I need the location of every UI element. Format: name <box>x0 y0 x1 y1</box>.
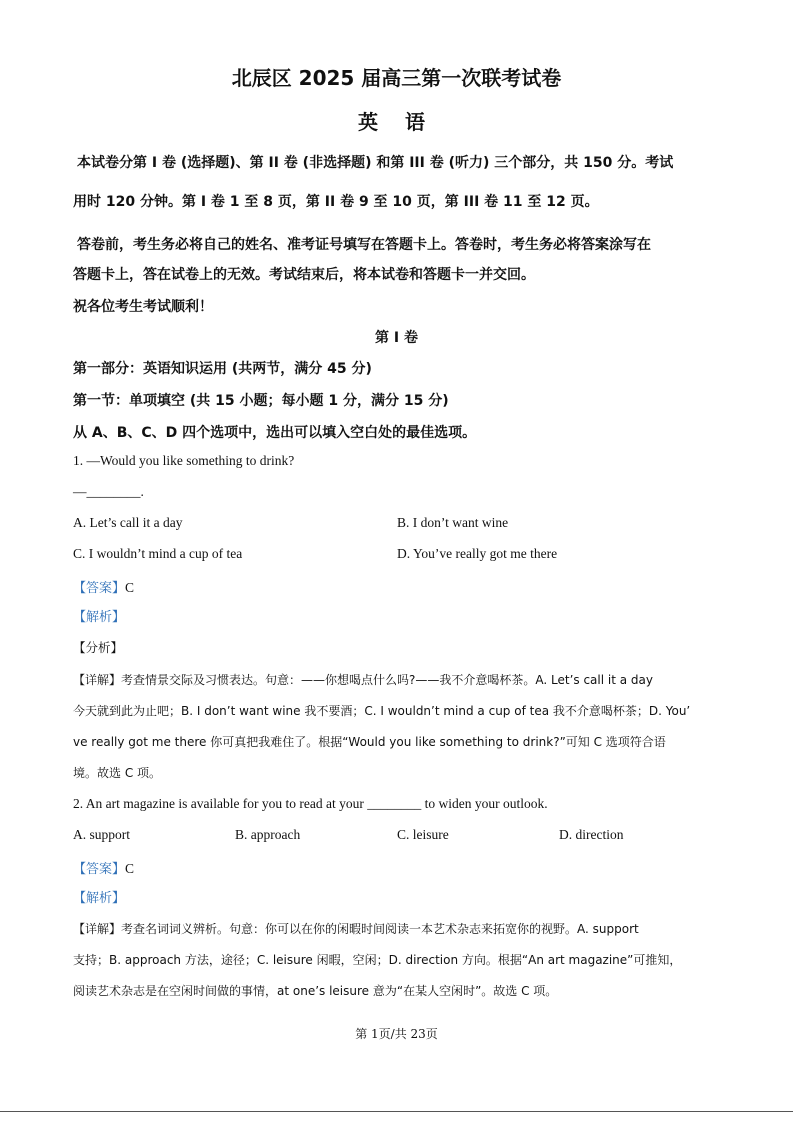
page-number: 第 1页/共 23页 <box>355 1027 438 1041</box>
subject-title: 英 语 <box>358 110 435 134</box>
instruction-line: 从 A、B、C、D 四个选项中，选出可以填入空白处的最佳选项。 <box>73 425 477 441</box>
q1-blank: —________. <box>73 484 144 499</box>
q1-answer-row <box>73 577 134 596</box>
q2-answer-row <box>73 858 134 877</box>
bottom-rule <box>0 1111 793 1112</box>
q1-detail-line-3: ve really got me there 你可真把我难住了。根据“Would you like something to drink?”可知 C 选项符合语 <box>73 735 666 749</box>
q2-detail-tag: 【详解】 <box>73 922 122 936</box>
q1-stem: 1. —Would you like something to drink? <box>73 453 295 468</box>
q2-detail-line-2: 支持；B. approach 方法，途径；C. leisure 闲暇，空闲；D. direction 方向。根据“An art magazine”可推知， <box>73 953 682 967</box>
part-heading: 第一部分：英语知识运用 (共两节，满分 45 分) <box>73 361 372 377</box>
subsection-heading: 第一节：单项填空 (共 15 小题；每小题 1 分，满分 15 分) <box>73 393 449 409</box>
wish-line: 祝各位考生考试顺利！ <box>73 299 213 315</box>
q1-option-b: B. I don’t want wine <box>397 515 509 530</box>
q2-detail-line-1 <box>73 920 639 937</box>
q2-analysis-tag: 【解析】 <box>73 891 126 906</box>
q1-option-a: A. Let’s call it a day <box>73 515 183 530</box>
q1-detail-line-2: 今天就到此为止吧；B. I don’t want wine 我不要酒；C. I wouldn’t mind a cup of tea 我不介意喝杯茶；D. You’ <box>73 704 691 718</box>
q1-detail-tag: 【详解】 <box>73 673 122 687</box>
q1-detail-text-1: 考查情景交际及习惯表达。句意：——你想喝点什么吗?——我不介意喝杯茶。A. Let’s call it a day <box>121 673 653 687</box>
notice-line-1: 答卷前，考生务必将自己的姓名、准考证号填写在答题卡上。答卷时，考生务必将答案涂写在 <box>77 237 651 253</box>
q2-answer-tag: 【答案】 <box>73 862 126 877</box>
q2-option-c: C. leisure <box>397 827 449 842</box>
q1-option-d: D. You’ve really got me there <box>397 546 558 561</box>
q2-stem: 2. An art magazine is available for you to read at your ________ to widen your outlook. <box>73 796 548 811</box>
volume-heading: 第 I 卷 <box>375 330 418 346</box>
q2-answer-value: C <box>125 861 135 876</box>
q1-analysis-tag: 【解析】 <box>73 610 126 625</box>
notice-line-2: 答题卡上，答在试卷上的无效。考试结束后，将本试卷和答题卡一并交回。 <box>73 267 535 283</box>
q1-fenxi-tag: 【分析】 <box>73 640 124 655</box>
q1-option-c: C. I wouldn’t mind a cup of tea <box>73 546 243 561</box>
exam-title: 北辰区 2025 届高三第一次联考试卷 <box>231 66 562 90</box>
q2-detail-text-1: 考查名词词义辨析。句意：你可以在你的闲暇时间阅读一本艺术杂志来拓宽你的视野。A. support <box>121 922 639 936</box>
q1-detail-line-4: 境。故选 C 项。 <box>73 766 162 780</box>
intro-line-2: 用时 120 分钟。第 I 卷 1 至 8 页，第 II 卷 9 至 10 页，第 III 卷 11 至 12 页。 <box>73 194 599 210</box>
q2-detail-line-3: 阅读艺术杂志是在空闲时间做的事情，at one’s leisure 意为“在某人空闲时”。故选 C 项。 <box>73 984 558 998</box>
q1-detail-line-1 <box>73 671 653 688</box>
q2-option-d: D. direction <box>559 827 624 842</box>
q2-option-a: A. support <box>73 827 130 842</box>
q1-answer-value: C <box>125 580 135 595</box>
q1-answer-tag: 【答案】 <box>73 581 126 596</box>
q2-option-b: B. approach <box>235 827 301 842</box>
intro-line-1: 本试卷分第 I 卷 (选择题)、第 II 卷 (非选择题) 和第 III 卷 (听力) 三个部分，共 150 分。考试 <box>77 155 674 171</box>
